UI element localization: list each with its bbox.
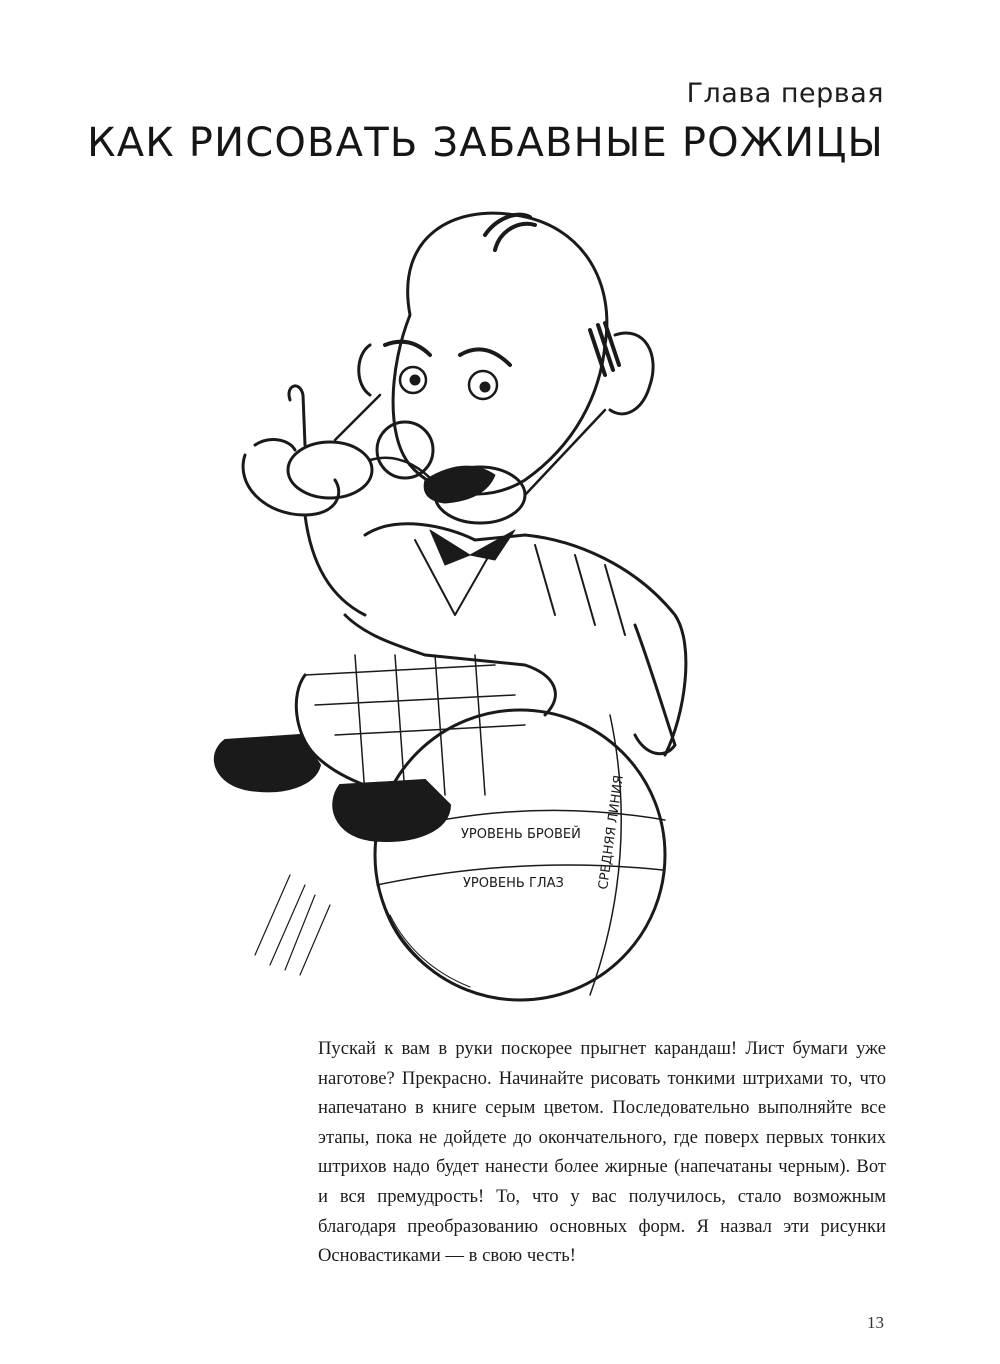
hand-drawing	[243, 386, 365, 615]
chapter-title: КАК РИСОВАТЬ ЗАБАВНЫЕ РОЖИЦЫ	[87, 120, 884, 166]
body-paragraph: Пускай к вам в руки поскорее прыгнет карандаш! Лист бумаги уже наготове? Прекрасно. Начинайте рисовать тонкими штрихами то, что напечатано в книге серым цветом. Последовательно выполняйте все этапы, пока не дойдете до окончательного, где поверх первых тонких штрихов надо будет нанести более жирные (напечатаны черным). Вот и вся премудрость! То, что у вас получилось, стало возможным благодаря преобразованию основных форм. Я назвал эти рисунки Основастиками — в свою честь!	[318, 1038, 886, 1267]
label-eye-level: УРОВЕНЬ ГЛАЗ	[463, 876, 564, 891]
chapter-label: Глава первая	[686, 78, 884, 109]
page-number: 13	[867, 1313, 884, 1332]
label-brow-level: УРОВЕНЬ БРОВЕЙ	[461, 827, 581, 842]
label-center-line: СРЕДНЯЯ ЛИНИЯ	[596, 774, 628, 891]
cartoon-illustration	[195, 195, 705, 1005]
